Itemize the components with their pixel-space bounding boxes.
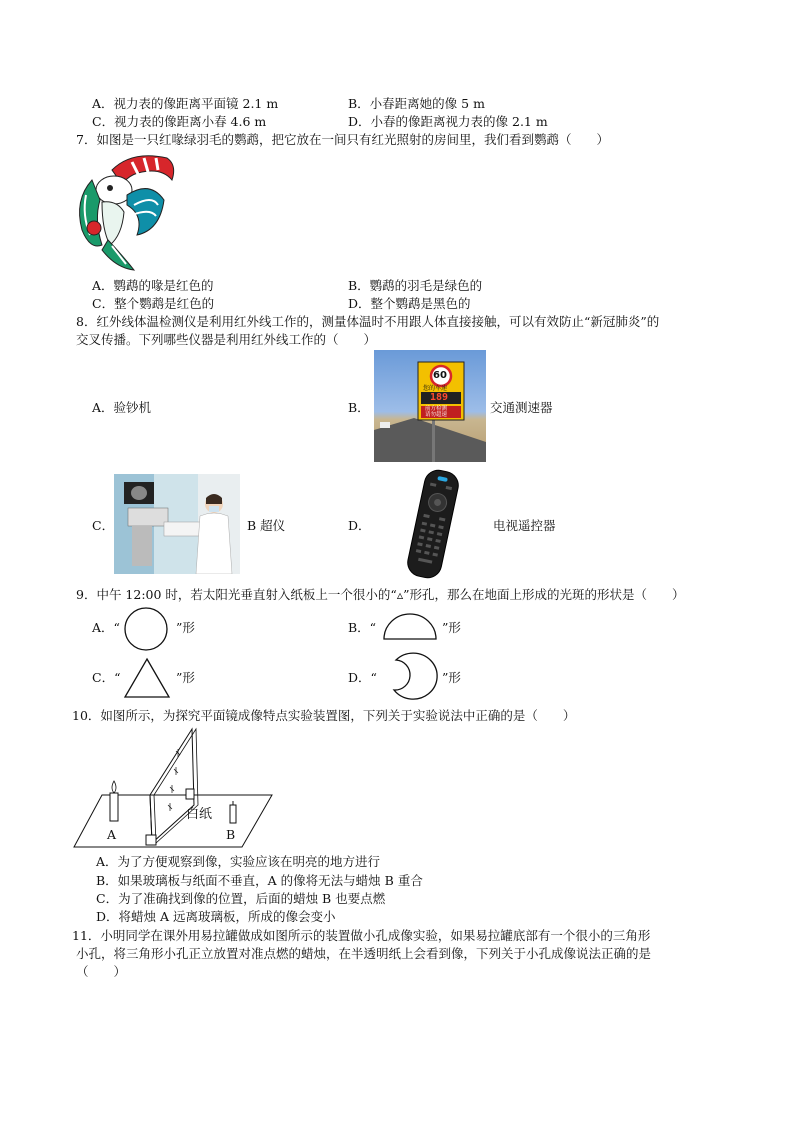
sign-speed-limit: 60: [433, 370, 447, 381]
speed-camera-photo: [374, 350, 486, 462]
q9-option-b-post: ”形: [442, 620, 461, 635]
triangle-shape: [122, 656, 172, 700]
sign-text-2: 前方检测: [425, 406, 448, 412]
semicircle-shape: [382, 612, 438, 642]
q8-stem-line1: 8．红外线体温检测仪是利用红外线工作的，测量体温时不用跟人体直接接触，可以有效防止“新冠肺炎”的: [76, 314, 660, 329]
q11-stem-line3: （ ）: [76, 964, 127, 979]
q11-stem-line2: 小孔，将三角形小孔正立放置对准点燃的蜡烛，在半透明纸上会看到像，下列关于小孔成像说法正确的是: [76, 946, 652, 961]
plane-mirror-apparatus: [72, 725, 277, 850]
q9-option-a-pre: A．“: [92, 620, 120, 635]
sign-text-3: 请勿超速: [425, 412, 448, 418]
q6-option-b: B．小春距离她的像 5 m: [348, 96, 485, 111]
q10-option-d: D．将蜡烛 A 远离玻璃板，所成的像会变小: [96, 909, 336, 924]
q8-option-b-letter: B．: [348, 400, 370, 415]
q8-option-d-label: 电视遥控器: [493, 518, 556, 533]
sign-text-1: 您的车速: [423, 385, 448, 392]
q10-stem: 10．如图所示，为探究平面镜成像特点实验装置图，下列关于实验说法中正确的是（ ）: [72, 708, 576, 723]
q8-option-a: A．验钞机: [92, 400, 152, 415]
q11-stem-line1: 11．小明同学在课外用易拉罐做成如图所示的装置做小孔成像实验，如果易拉罐底部有一个很小的三角形: [72, 928, 651, 943]
q7-option-a: A．鹦鹉的喙是红色的: [92, 278, 214, 293]
q8-option-b-label: 交通测速器: [490, 400, 553, 415]
q9-option-c-pre: C．“: [92, 670, 121, 685]
crescent-shape: [382, 652, 436, 704]
q8-option-d-letter: D．: [348, 518, 371, 533]
q6-option-d: D．小春的像距离视力表的像 2.1 m: [348, 114, 548, 129]
fig-label-b: B: [226, 827, 236, 842]
fig-label-a: A: [107, 827, 117, 842]
q7-option-c: C．整个鹦鹉是红色的: [92, 296, 215, 311]
q10-option-a: A．为了方便观察到像，实验应该在明亮的地方进行: [96, 854, 381, 869]
q9-option-c-post: ”形: [176, 670, 195, 685]
circle-shape: [122, 606, 170, 652]
q10-option-c: C．为了准确找到像的位置，后面的蜡烛 B 也要点燃: [96, 891, 386, 906]
ultrasound-photo: [114, 474, 240, 574]
q7-stem: 7．如图是一只红喙绿羽毛的鹦鹉，把它放在一间只有红光照射的房间里，我们看到鹦鹉（ ）: [76, 132, 609, 147]
tv-remote-illustration: [400, 468, 466, 580]
q9-option-b-pre: B．“: [348, 620, 377, 635]
sign-reading: 189: [430, 392, 449, 403]
q9-stem: 9．中午 12:00 时，若太阳光垂直射入纸板上一个很小的“▵”形孔，那么在地面上形成的光斑的形状是（ ）: [76, 587, 685, 602]
q10-option-b: B．如果玻璃板与纸面不垂直，A 的像将无法与蜡烛 B 重合: [96, 873, 423, 888]
q9-option-d-post: ”形: [442, 670, 461, 685]
q6-option-a: A．视力表的像距离平面镜 2.1 m: [92, 96, 279, 111]
q9-option-d-pre: D．“: [348, 670, 377, 685]
q9-option-a-post: ”形: [176, 620, 195, 635]
q8-option-c-letter: C．: [92, 518, 115, 533]
fig-label-paper: 白纸: [186, 807, 213, 822]
q8-option-c-label: B 超仪: [247, 518, 286, 533]
q6-option-c: C．视力表的像距离小春 4.6 m: [92, 114, 267, 129]
parrot-illustration: [72, 150, 182, 275]
q7-option-b: B．鹦鹉的羽毛是绿色的: [348, 278, 483, 293]
q7-option-d: D．整个鹦鹉是黑色的: [348, 296, 471, 311]
q8-stem-line2: 交叉传播。下列哪些仪器是利用红外线工作的（ ）: [76, 332, 377, 347]
